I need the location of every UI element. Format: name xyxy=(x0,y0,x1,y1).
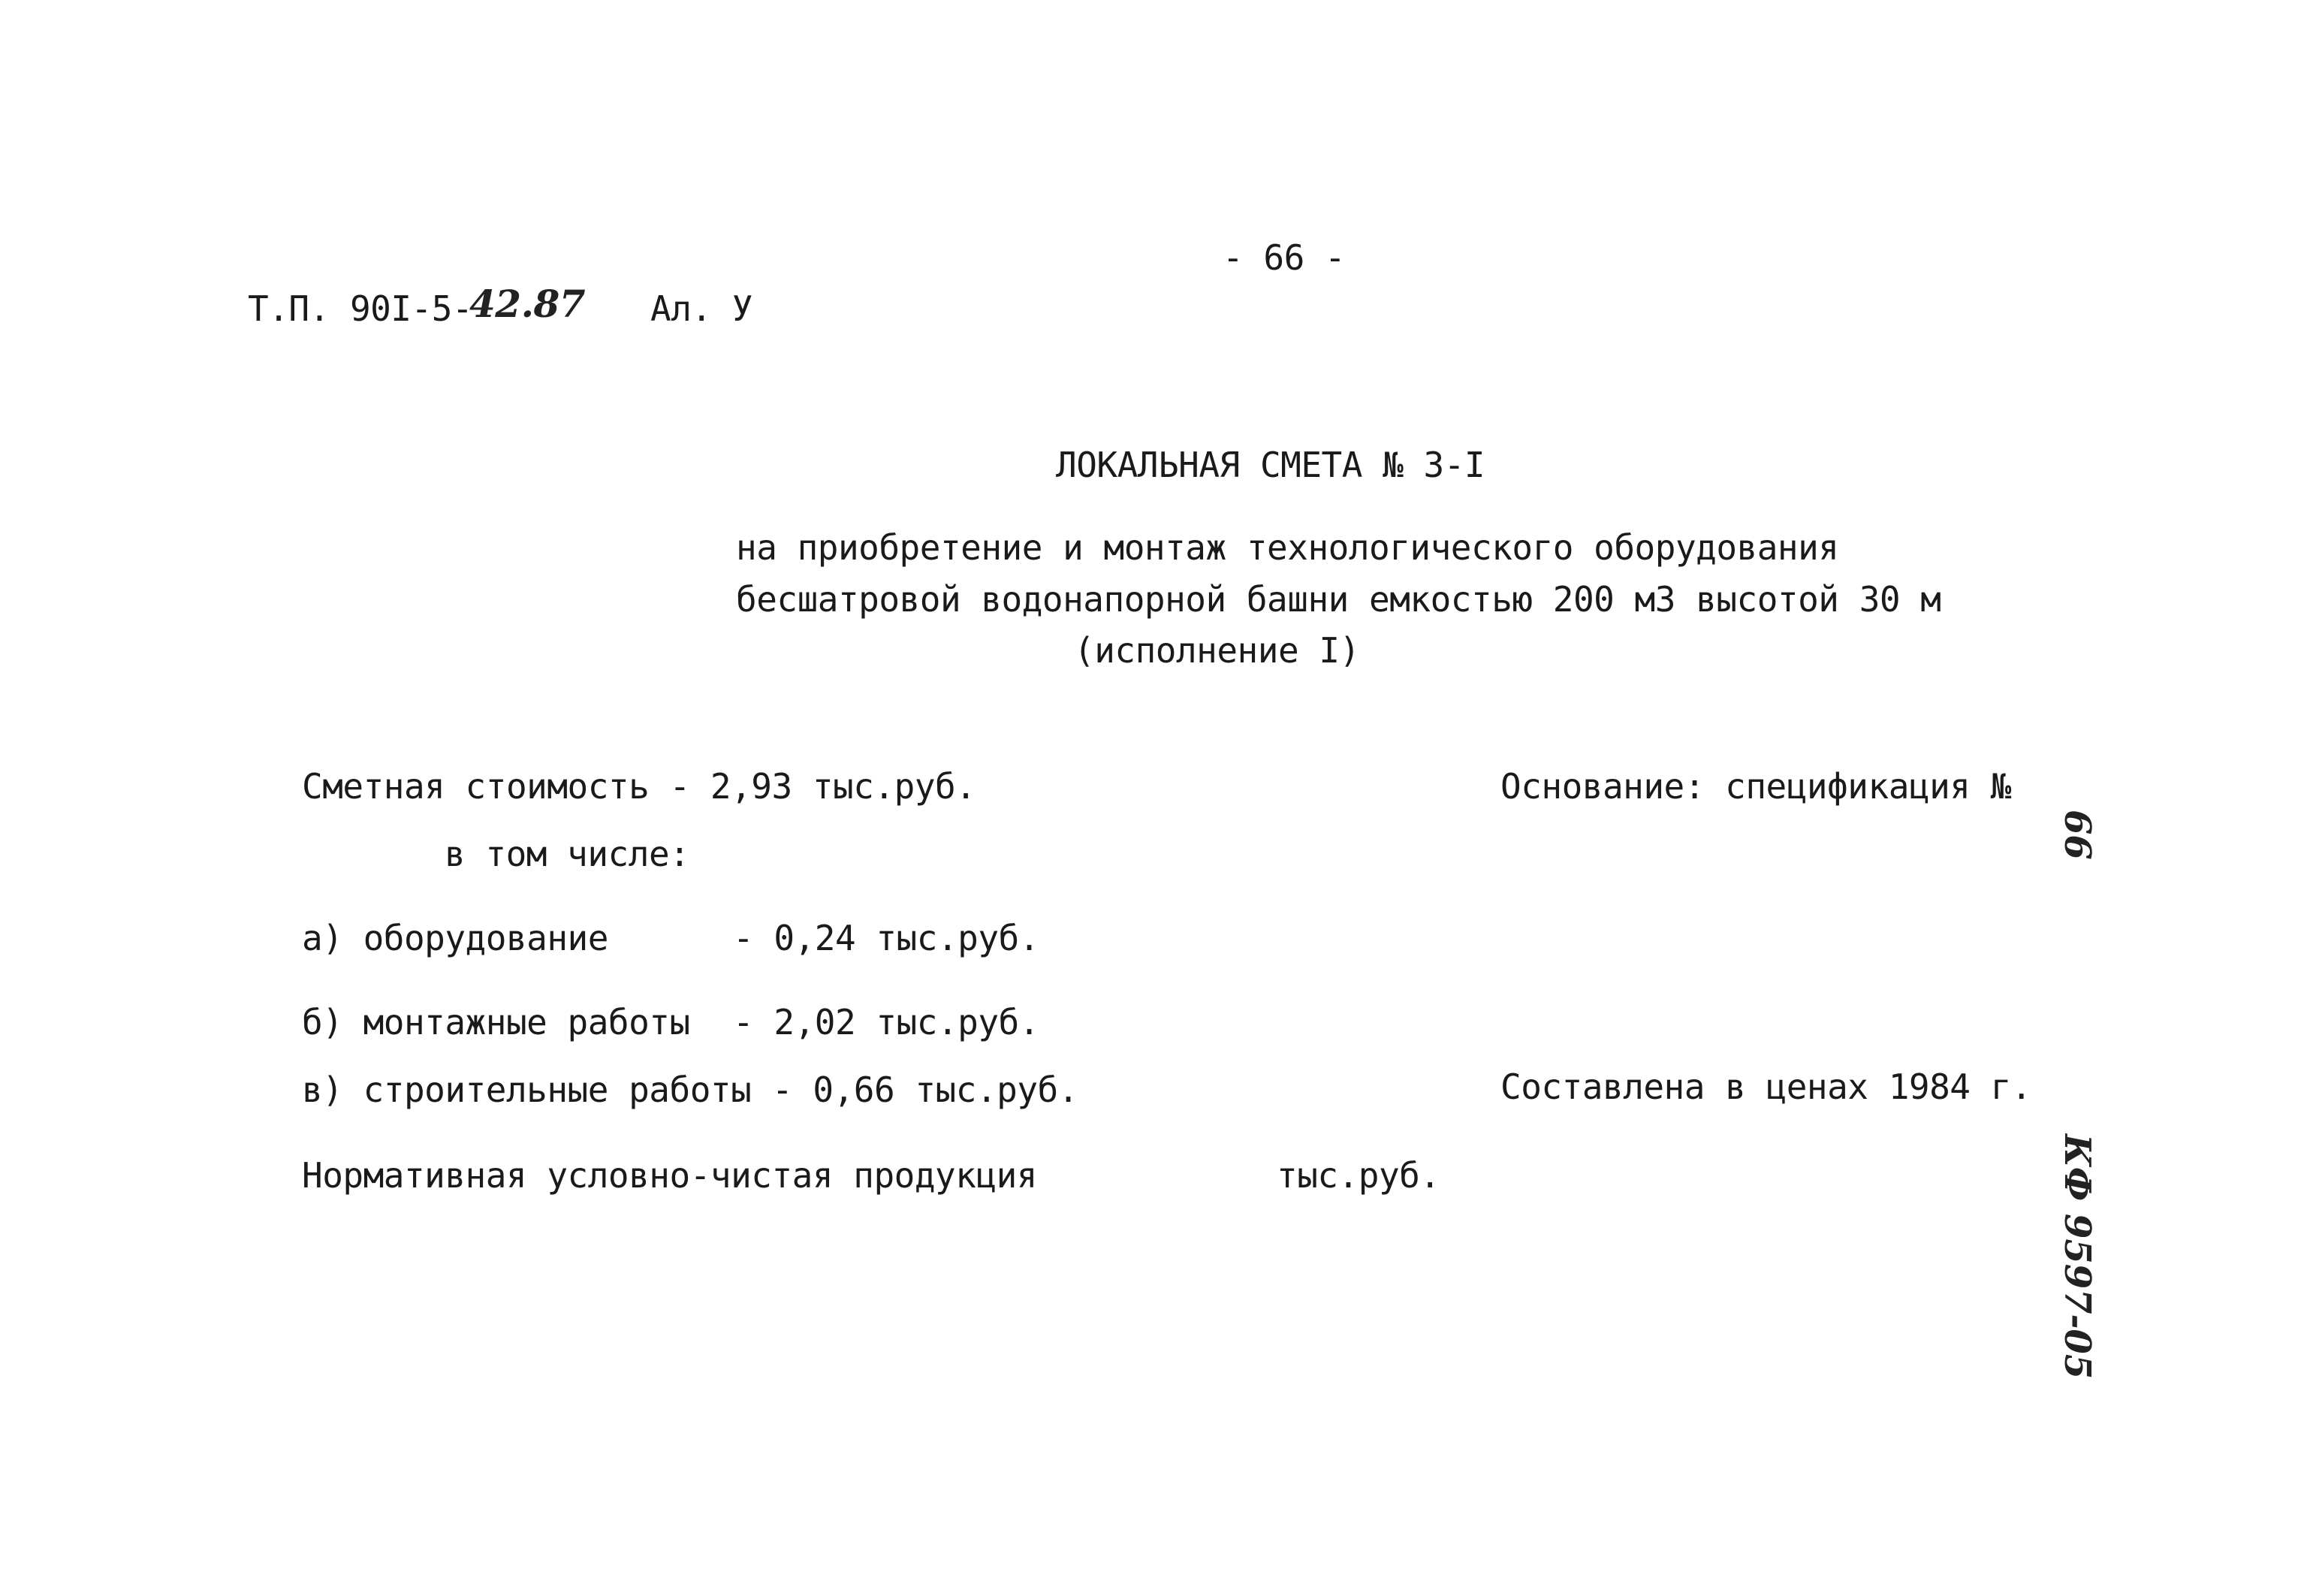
subtitle-line-3: (исполнение I) xyxy=(1074,630,1360,671)
subtitle-line-1: на приобретение и монтаж технологического оборудования xyxy=(736,527,1839,568)
item-c-label: в) строительные работы xyxy=(302,1070,752,1110)
page-number: - 66 - xyxy=(1223,237,1346,278)
item-b-value: - 2,02 тыс.руб. xyxy=(733,1002,1039,1042)
margin-stamp-handwritten: КФ 9597-05 xyxy=(2056,1134,2098,1380)
compiled-note: Составлена в ценах 1984 г. xyxy=(1500,1067,2032,1107)
doc-code-handwritten: 42.87 xyxy=(469,282,586,326)
basis-number-handwritten: 66 xyxy=(2056,810,2098,860)
doc-code-prefix: Т.П. 90I-5- xyxy=(248,288,473,329)
item-a-label: а) оборудование xyxy=(302,918,608,958)
doc-code-suffix: Ал. У xyxy=(650,288,752,329)
page-title: ЛОКАЛЬНАЯ СМЕТА № 3-I xyxy=(1056,445,1485,485)
normative-unit: тыс.руб. xyxy=(1277,1155,1440,1196)
normative-label: Нормативная условно-чистая продукция xyxy=(302,1155,1037,1196)
item-b-label: б) монтажные работы xyxy=(302,1002,690,1042)
item-c-value: - 0,66 тыс.руб. xyxy=(772,1070,1078,1110)
estimate-including: в том числе: xyxy=(445,834,690,874)
subtitle-line-2: бесшатровой водонапорной башни емкостью 200 м3 высотой 30 м xyxy=(736,579,1941,620)
estimate-total: Сметная стоимость - 2,93 тыс.руб. xyxy=(302,766,976,807)
item-a-value: - 0,24 тыс.руб. xyxy=(733,918,1039,958)
basis-label: Основание: спецификация № xyxy=(1500,766,2011,807)
